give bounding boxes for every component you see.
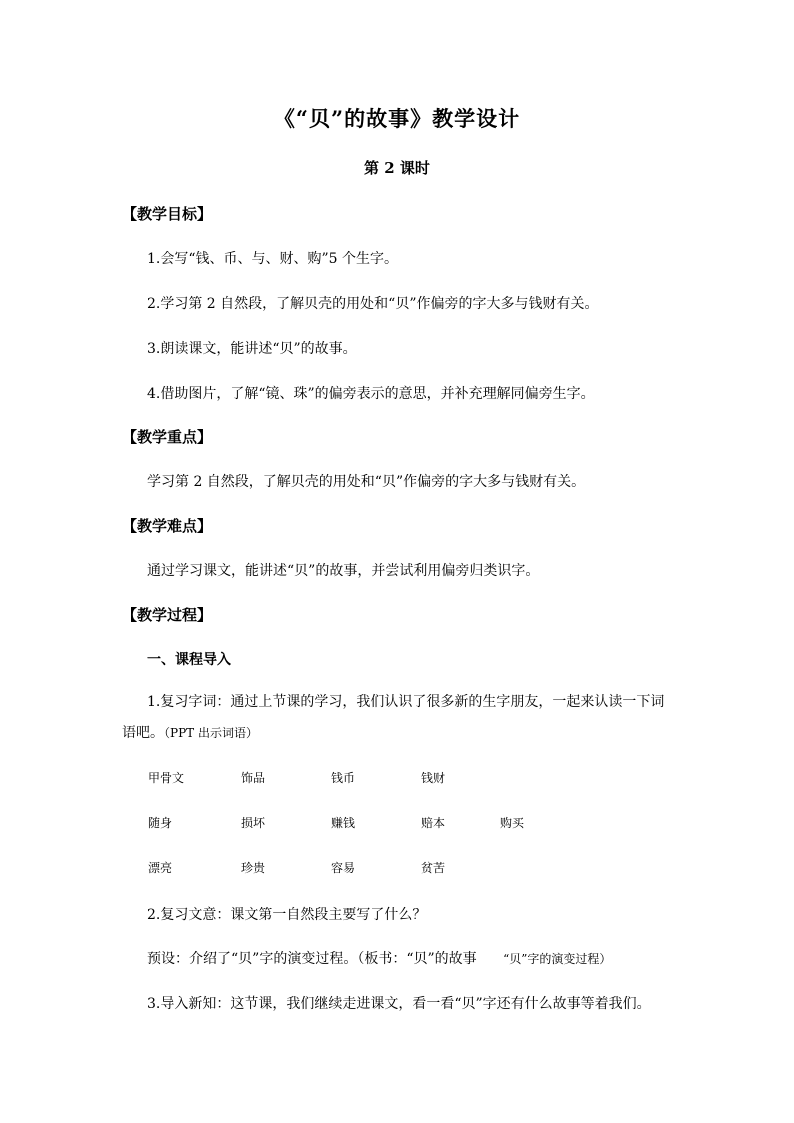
vocab-word: 贫苦 bbox=[421, 861, 446, 875]
key-points-heading: 【教学重点】 bbox=[122, 428, 213, 446]
vocab-word: 漂亮 bbox=[148, 861, 173, 875]
review-meaning-text: 2.复习文意：课文第一自然段主要写了什么？ bbox=[147, 907, 427, 923]
intro-heading: 一、课程导入 bbox=[147, 652, 231, 668]
preset-answer bbox=[147, 948, 611, 968]
vocab-word: 容易 bbox=[331, 861, 356, 875]
goal-item-2: 2.学习第 2 自然段，了解贝壳的用处和“贝”作偏旁的字大多与钱财有关。 bbox=[147, 296, 599, 312]
vocab-word: 购买 bbox=[500, 816, 525, 830]
vocab-word: 钱币 bbox=[331, 771, 356, 785]
review-words-text: 1.复习字词：通过上节课的学习，我们认识了很多新的生字朋友，一起来认读一下词语吧。 bbox=[122, 694, 665, 741]
vocab-word: 赔本 bbox=[421, 816, 446, 830]
lesson-period: 第 2 课时 bbox=[364, 159, 430, 177]
preset-answer-text: 预设：介绍了“贝”字的演变过程。（板书：“贝”的故事 bbox=[147, 951, 477, 967]
goal-item-1: 1.会写“钱、币、与、财、购”5 个生字。 bbox=[147, 251, 399, 267]
vocab-word: 损坏 bbox=[241, 816, 266, 830]
vocab-word: 珍贵 bbox=[241, 861, 266, 875]
difficulties-text: 通过学习课文，能讲述“贝”的故事，并尝试利用偏旁归类识字。 bbox=[147, 563, 540, 579]
vocab-word: 钱财 bbox=[421, 771, 446, 785]
key-points-text: 学习第 2 自然段，了解贝壳的用处和“贝”作偏旁的字大多与钱财有关。 bbox=[147, 474, 586, 490]
goals-heading: 【教学目标】 bbox=[122, 205, 213, 223]
vocab-word: 饰品 bbox=[241, 771, 266, 785]
vocab-word: 赚钱 bbox=[331, 816, 356, 830]
difficulties-heading: 【教学难点】 bbox=[122, 517, 213, 535]
process-heading: 【教学过程】 bbox=[122, 606, 213, 624]
ppt-note: （PPT 出示词语） bbox=[164, 726, 258, 740]
review-words-paragraph bbox=[122, 687, 672, 749]
vocab-word: 甲骨文 bbox=[148, 771, 185, 785]
vocab-row-1 bbox=[148, 769, 598, 787]
vocab-word: 随身 bbox=[148, 816, 173, 830]
vocab-row-3 bbox=[148, 859, 598, 877]
goal-item-4: 4.借助图片，了解“镜、珠”的偏旁表示的意思，并补充理解同偏旁生字。 bbox=[147, 386, 595, 402]
document-title: 《“贝”的故事》教学设计 bbox=[273, 106, 521, 131]
new-lesson-intro-text: 3.导入新知：这节课，我们继续走进课文，看一看“贝”字还有什么故事等着我们。 bbox=[147, 996, 651, 1012]
vocab-row-2 bbox=[148, 814, 598, 832]
board-note: “贝”字的演变过程） bbox=[503, 952, 612, 966]
goal-item-3: 3.朗读课文，能讲述“贝”的故事。 bbox=[147, 341, 357, 357]
